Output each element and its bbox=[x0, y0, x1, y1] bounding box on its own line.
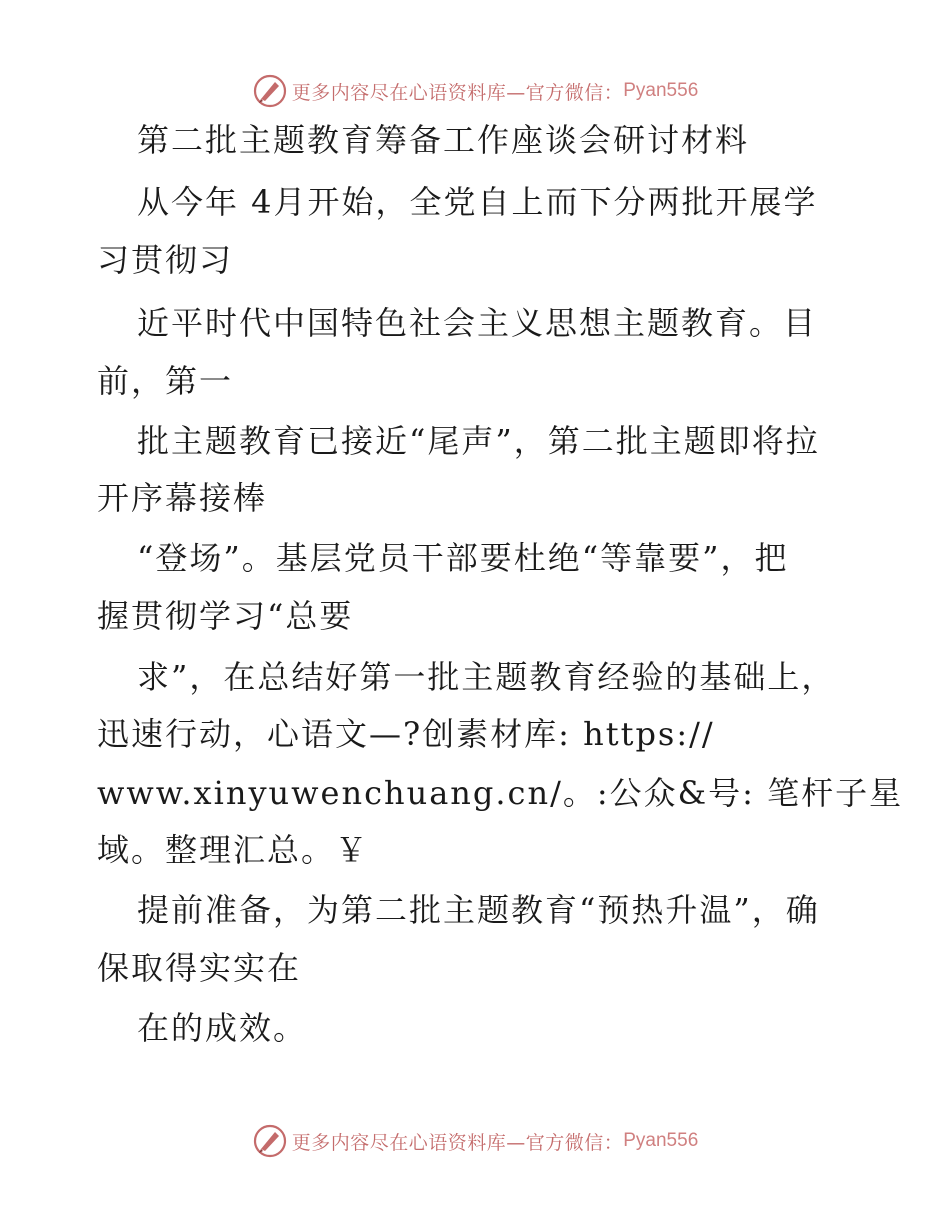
paragraph-line: 在的成效。 bbox=[137, 1009, 308, 1047]
paragraph-line: 握贯彻学习“总要 bbox=[97, 597, 354, 635]
paragraph-line: 域。整理汇总。￥ bbox=[97, 831, 370, 869]
document-title: 第二批主题教育筹备工作座谈会研讨材料 bbox=[137, 121, 750, 159]
watermark-handle: Pyan556 bbox=[623, 80, 699, 101]
watermark-text: 更多内容尽在心语资料库—官方微信： bbox=[291, 1131, 624, 1154]
paragraph-line: 提前准备，为第二批主题教育“预热升温”，确 bbox=[137, 891, 820, 929]
paragraph-line: 从今年 4月开始，全党自上而下分两批开展学 bbox=[137, 183, 818, 221]
footer-watermark bbox=[0, 1121, 950, 1161]
paragraph-line: 求”，在总结好第一批主题教育经验的基础上， bbox=[137, 658, 836, 696]
pen-logo-icon bbox=[252, 73, 288, 109]
paragraph-line: 习贯彻习 bbox=[97, 241, 234, 279]
paragraph-line: 开序幕接棒 bbox=[97, 479, 268, 517]
header-watermark bbox=[0, 71, 950, 111]
paragraph-line: www.xinyuwenchuang.cn/。:公众&号: 笔杆子星 bbox=[97, 774, 904, 812]
paragraph-line: “登场”。基层党员干部要杜绝“等靠要”，把 bbox=[137, 539, 789, 577]
watermark-text: 更多内容尽在心语资料库—官方微信： bbox=[291, 81, 624, 104]
paragraph-line: 迅速行动，心语文—?创素材库: https:// bbox=[97, 715, 715, 753]
paragraph-line: 近平时代中国特色社会主义思想主题教育。目 bbox=[137, 304, 818, 342]
paragraph-line: 前，第一 bbox=[97, 362, 234, 400]
paragraph-line: 批主题教育已接近“尾声”，第二批主题即将拉 bbox=[137, 422, 820, 460]
pen-logo-icon bbox=[252, 1123, 288, 1159]
watermark-handle: Pyan556 bbox=[623, 1130, 699, 1151]
paragraph-line: 保取得实实在 bbox=[97, 949, 302, 987]
